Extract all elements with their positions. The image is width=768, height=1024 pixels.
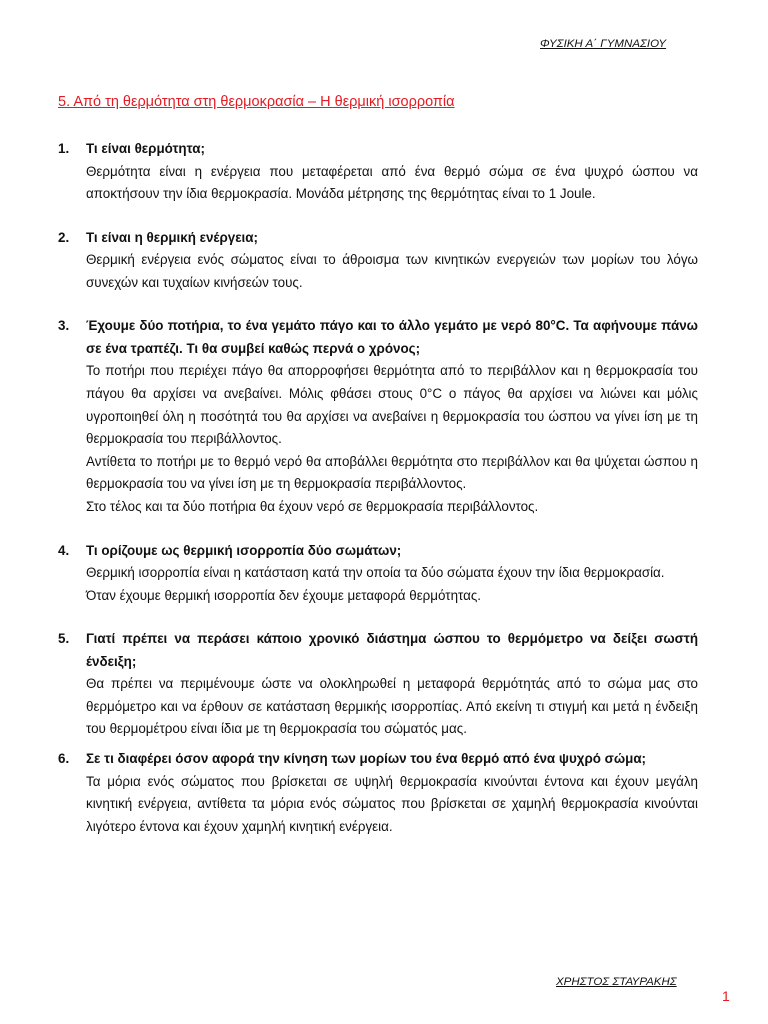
question-item-1	[58, 138, 698, 206]
answer-paragraph: Αντίθετα το ποτήρι με το θερμό νερό θα αποβάλλει θερμότητα στο περιβάλλον και θα ψύχεται ώσπου η θερμοκρασία του να γίνει ίση με τη θερμοκρασία περιβάλλοντος.	[86, 453, 698, 492]
question-text: Γιατί πρέπει να περάσει κάποιο χρονικό διάστημα ώσπου το θερμόμετρο να δείξει σωστή ένδειξη;	[86, 631, 698, 669]
question-number: 4.	[58, 542, 70, 558]
question-item-5	[58, 628, 698, 741]
question-text: Έχουμε δύο ποτήρια, το ένα γεμάτο πάγο και το άλλο γεμάτο με νερό 80°C. Τα αφήνουμε πάνω σε ένα τραπέζι. Τι θα συμβεί καθώς περνά ο χρόνος;	[86, 318, 698, 356]
question-number: 5.	[58, 631, 70, 647]
footer-author: ΧΡΗΣΤΟΣ ΣΤΑΥΡΑΚΗΣ	[556, 976, 677, 988]
question-number: 6.	[58, 751, 70, 766]
question-number: 3.	[58, 318, 70, 334]
answer-paragraph: Όταν έχουμε θερμική ισορροπία δεν έχουμε μεταφορά θερμότητας.	[86, 587, 482, 603]
question-text: Τι είναι η θερμική ενέργεια;	[86, 229, 258, 245]
answer-paragraph: Στο τέλος και τα δύο ποτήρια θα έχουν νερό σε θερμοκρασία περιβάλλοντος.	[86, 498, 539, 514]
answer-paragraph: Θερμική ισορροπία είναι η κατάσταση κατά την οποία τα δύο σώματα έχουν την ίδια θερμοκρασία.	[86, 565, 665, 581]
answer-paragraph: Θερμότητα είναι η ενέργεια που μεταφέρεται από ένα θερμό σώμα σε ένα ψυχρό ώσπου να αποκτήσουν την ίδια θερμοκρασία. Μονάδα μέτρησης της θερμότητας είναι το 1 Joule.	[86, 163, 698, 202]
question-number: 2.	[58, 229, 70, 245]
answer-text	[86, 673, 698, 741]
question-text: Σε τι διαφέρει όσον αφορά την κίνηση των μορίων του ένα θερμό από ένα ψυχρό σώμα;	[86, 751, 647, 766]
answer-text	[86, 161, 698, 206]
answer-paragraph: Τα μόρια ενός σώματος που βρίσκεται σε υψηλή θερμοκρασία κινούνται έντονα και έχουν μεγάλη κινητική ενέργεια, αντίθετα τα μόρια ενός σώματος που βρίσκεται σε χαμηλή θερμοκρασία κινούνται λιγότερο έντονα και έχουν χαμηλή κινητική ενέργεια.	[86, 773, 698, 834]
page-number: 1	[722, 988, 730, 1004]
question-item-2	[58, 227, 698, 295]
document-header-subject: ΦΥΣΙΚΗ Α΄ ΓΥΜΝΑΣΙΟΥ	[540, 38, 667, 50]
answer-text	[86, 771, 698, 839]
question-item-6	[58, 748, 698, 838]
questions-list	[58, 138, 698, 859]
answer-text	[86, 562, 698, 607]
answer-paragraph: Θερμική ενέργεια ενός σώματος είναι το άθροισμα των κινητικών ενεργειών των μορίων του λόγω συνεχών και τυχαίων κινήσεών τους.	[86, 252, 698, 290]
question-number: 1.	[58, 141, 70, 156]
answer-text	[86, 360, 698, 518]
answer-text	[86, 249, 698, 294]
question-item-3	[58, 315, 698, 518]
question-text: Τι ορίζουμε ως θερμική ισορροπία δύο σωμάτων;	[86, 542, 402, 558]
question-item-4	[58, 540, 698, 608]
answer-paragraph: Το ποτήρι που περιέχει πάγο θα απορροφήσει θερμότητα από το περιβάλλον και η θερμοκρασία του πάγου θα αρχίσει να ανεβαίνει. Μόλις φθάσει στους 0°C ο πάγος θα αρχίσει να λιώνει και μόλις υγροποιηθεί όλη η ποσότητά του θα αρχίσει να ανεβαίνει η θερμοκρασία του ώσπου να γίνει ίση με τη θερμοκρασία του περιβάλλοντος.	[86, 363, 698, 447]
question-text: Τι είναι θερμότητα;	[86, 141, 205, 156]
section-title: 5. Από τη θερμότητα στη θερμοκρασία – Η θερμική ισορροπία	[58, 94, 455, 110]
answer-paragraph: Θα πρέπει να περιμένουμε ώστε να ολοκληρωθεί η μεταφορά θερμότητάς από το σώμα μας στο θερμόμετρο και να έρθουν σε κατάσταση θερμικής ισορροπίας. Από εκείνη τι στιγμή και μετά η ένδειξη του θερμομέτρου είναι ίδια με τη θερμοκρασία του σώματός μας.	[86, 676, 698, 737]
